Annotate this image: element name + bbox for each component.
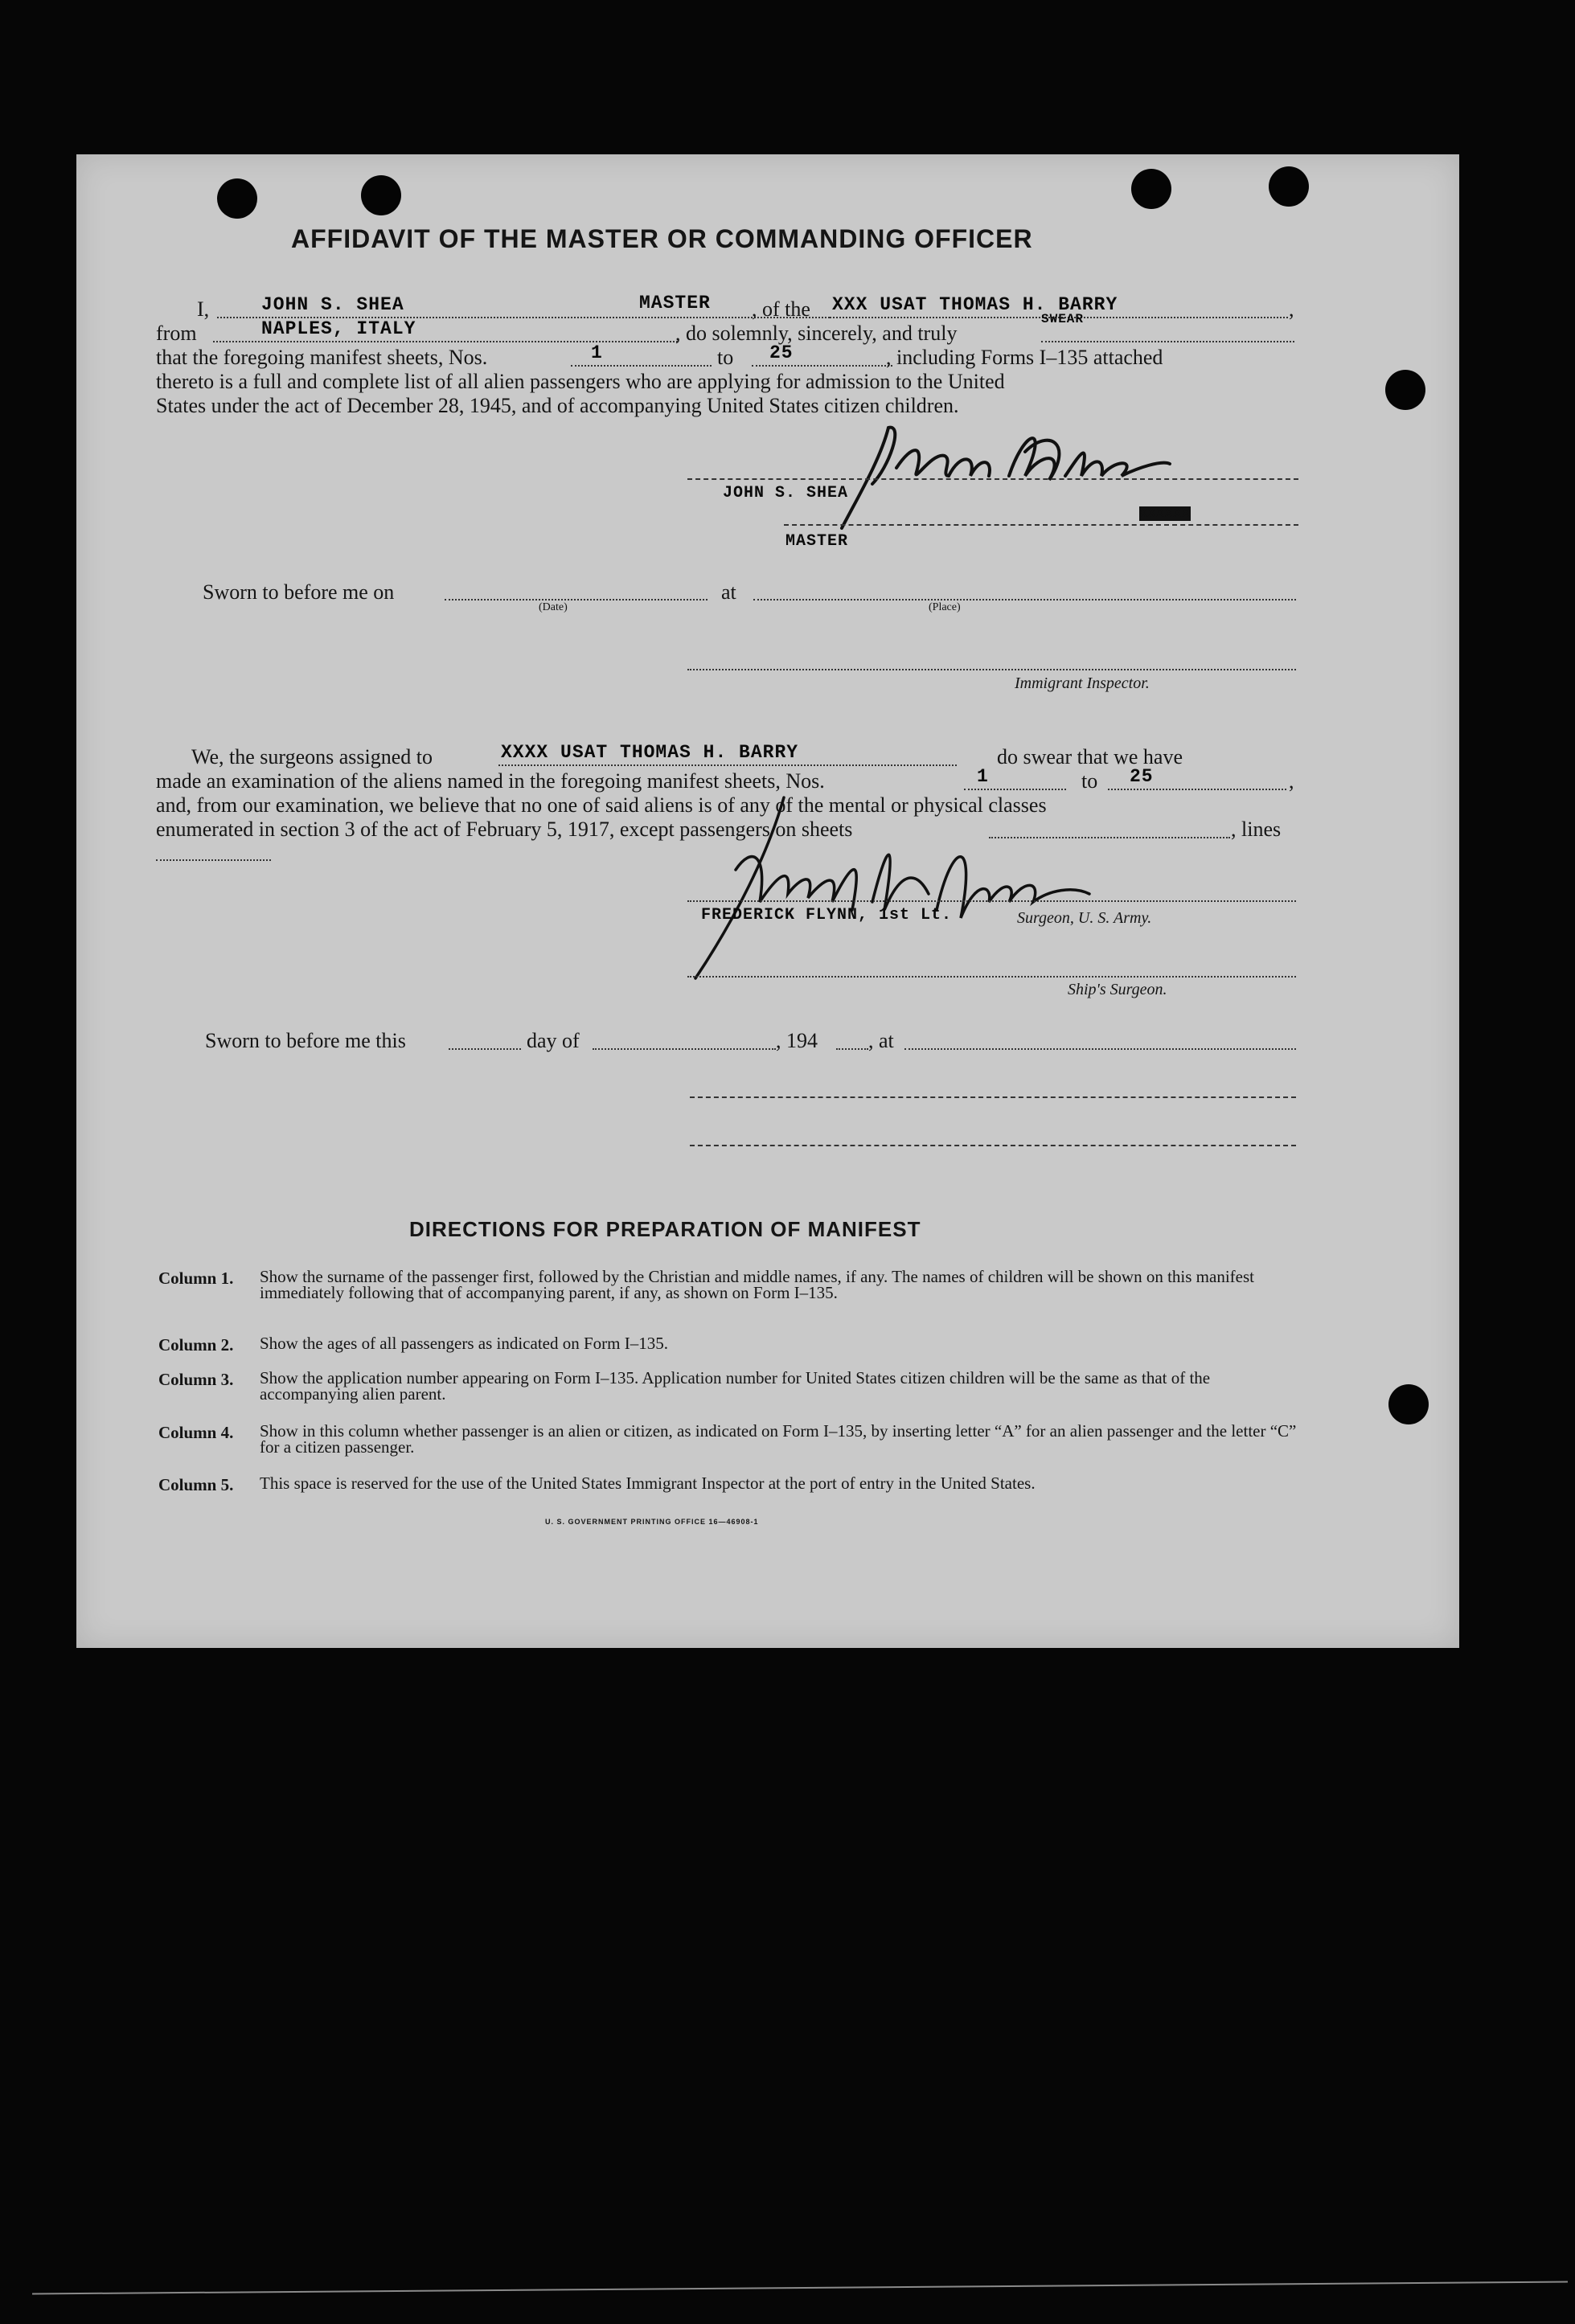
ship-surgeon-line xyxy=(687,976,1296,978)
directions-title: DIRECTIONS FOR PREPARATION OF MANIFEST xyxy=(409,1217,921,1241)
surgeon-typed-name: FREDERICK FLYNN, 1st Lt. xyxy=(701,906,953,924)
month-field-line xyxy=(593,1048,776,1050)
i-prefix: I, xyxy=(197,297,210,321)
swear-field-line xyxy=(1041,341,1294,342)
from-place: NAPLES, ITALY xyxy=(261,318,416,339)
punch-hole xyxy=(361,175,401,215)
officer-signature-line xyxy=(690,1096,1296,1098)
signer-struck: XXXXXX xyxy=(1139,506,1191,521)
master-signature-line xyxy=(687,478,1298,480)
sheet-to-line xyxy=(752,365,892,367)
surgeon-sheet-to: 25 xyxy=(1130,766,1154,787)
sheet-to: 25 xyxy=(769,342,794,363)
surgeon-ship-name: XXXX USAT THOMAS H. BARRY xyxy=(501,742,799,763)
line-comma: , xyxy=(1289,297,1294,321)
printing-office-footer: U. S. GOVERNMENT PRINTING OFFICE 16—46908-1 xyxy=(545,1518,759,1526)
surgeon-signature xyxy=(687,789,1170,982)
signer-title: MASTER xyxy=(785,532,849,551)
sworn-at-label: at xyxy=(721,580,736,604)
place-label: (Place) xyxy=(929,601,961,613)
inspector-signature-line xyxy=(687,669,1296,670)
punch-hole xyxy=(1131,169,1171,209)
from-field-line xyxy=(213,341,678,342)
sworn-before-date-text: Sworn to before me on xyxy=(203,580,395,604)
surgeon-signature-drawing xyxy=(687,789,1170,982)
column-2-label: Column 2. xyxy=(158,1335,234,1355)
punch-hole xyxy=(1388,1384,1429,1424)
year-label: , 194 xyxy=(776,1029,818,1052)
signer-title-line xyxy=(784,524,1298,526)
column-1-label: Column 1. xyxy=(158,1269,234,1288)
column-3-label: Column 3. xyxy=(158,1370,234,1389)
surgeon-signature-line xyxy=(687,900,1296,902)
lines-label: , lines xyxy=(1231,818,1282,841)
sheet-from-line xyxy=(571,365,712,367)
master-name: JOHN S. SHEA xyxy=(261,294,404,315)
column-5-label: Column 5. xyxy=(158,1475,234,1494)
surgeon-to-label: to xyxy=(1081,769,1098,793)
line4-text: thereto is a full and complete list of all alien passengers who are applying for admission to the United xyxy=(156,370,1005,393)
surgeon-army-label: Surgeon, U. S. Army. xyxy=(1017,909,1152,927)
punch-hole xyxy=(1385,370,1425,410)
surgeons-line1: We, the surgeons assigned to xyxy=(191,745,433,769)
sworn-before-day-text: Sworn to before me this xyxy=(205,1029,406,1052)
master-signature-drawing xyxy=(784,396,1266,532)
inspector-label: Immigrant Inspector. xyxy=(1015,674,1150,692)
manifest-affidavit-page xyxy=(76,154,1459,1648)
surgeon-ship-line xyxy=(498,764,957,766)
surgeons-line2: made an examination of the aliens named in the foregoing manifest sheets, Nos. xyxy=(156,769,825,793)
punch-hole xyxy=(1269,166,1309,207)
solemnly-text: , do solemnly, sincerely, and truly xyxy=(675,322,958,345)
master-title: MASTER xyxy=(639,293,711,314)
column-4-text: Show in this column whether passenger is an alien or citizen, as indicated on Form I–135, by inserting letter “A” for an alien passenger and the letter “C” for a citizen passenger. xyxy=(260,1421,1297,1457)
punch-hole xyxy=(217,178,257,219)
column-1-text: Show the surname of the passenger first, followed by the Christian and middle names, if any. The names of children will be shown on this manifest immediately following that of accompanying parent, if any, as shown on Form I–135. xyxy=(260,1267,1254,1302)
signer-typed-name: JOHN S. SHEA xyxy=(723,484,849,502)
sheet-from: 1 xyxy=(591,342,603,363)
ship-surgeon-label: Ship's Surgeon. xyxy=(1068,981,1167,998)
sworn2-place-line xyxy=(904,1048,1296,1050)
line5-text: States under the act of December 28, 1945, and of accompanying United States citizen children. xyxy=(156,394,959,417)
surgeons-comma: , xyxy=(1289,769,1294,793)
officer-title-line xyxy=(690,1145,1296,1146)
surgeons-line1b: do swear that we have xyxy=(997,745,1183,769)
column-5-text: This space is reserved for the use of the United States Immigrant Inspector at the port of entry in the United States. xyxy=(260,1474,1036,1493)
scan-border-line xyxy=(32,2281,1568,2294)
sworn2-at-label: , at xyxy=(868,1029,894,1052)
lines-continuation-line xyxy=(156,859,271,861)
sworn-place-line xyxy=(753,599,1296,600)
ship-name: XXX USAT THOMAS H. BARRY xyxy=(832,294,1118,315)
from-label: from xyxy=(156,322,197,345)
line3-text: that the foregoing manifest sheets, Nos. xyxy=(156,346,488,369)
day-of-label: day of xyxy=(527,1029,580,1052)
column-4-label: Column 4. xyxy=(158,1423,234,1442)
affidavit-title: AFFIDAVIT OF THE MASTER OR COMMANDING OFFICER xyxy=(291,224,1033,253)
year-field-line xyxy=(836,1048,868,1050)
swear-overtype: SWEAR xyxy=(1041,312,1085,326)
surgeons-line3: and, from our examination, we believe that no one of said aliens is of any of the mental or physical classes xyxy=(156,793,1047,817)
day-field-line xyxy=(449,1048,521,1050)
sworn-date-line xyxy=(445,599,708,600)
surgeon-sheet-from: 1 xyxy=(977,766,989,787)
column-3-text: Show the application number appearing on Form I–135. Application number for United States citizen children will be the same as that of the accompanying alien parent. xyxy=(260,1368,1211,1404)
master-signature xyxy=(784,396,1266,532)
of-the-text: , of the xyxy=(752,297,810,321)
line3b-text: , including Forms I–135 attached xyxy=(886,346,1163,369)
to-label: to xyxy=(717,346,734,369)
date-label: (Date) xyxy=(539,601,568,613)
column-2-text: Show the ages of all passengers as indicated on Form I–135. xyxy=(260,1334,668,1353)
surgeons-line4: enumerated in section 3 of the act of February 5, 1917, except passengers on sheets xyxy=(156,818,853,841)
